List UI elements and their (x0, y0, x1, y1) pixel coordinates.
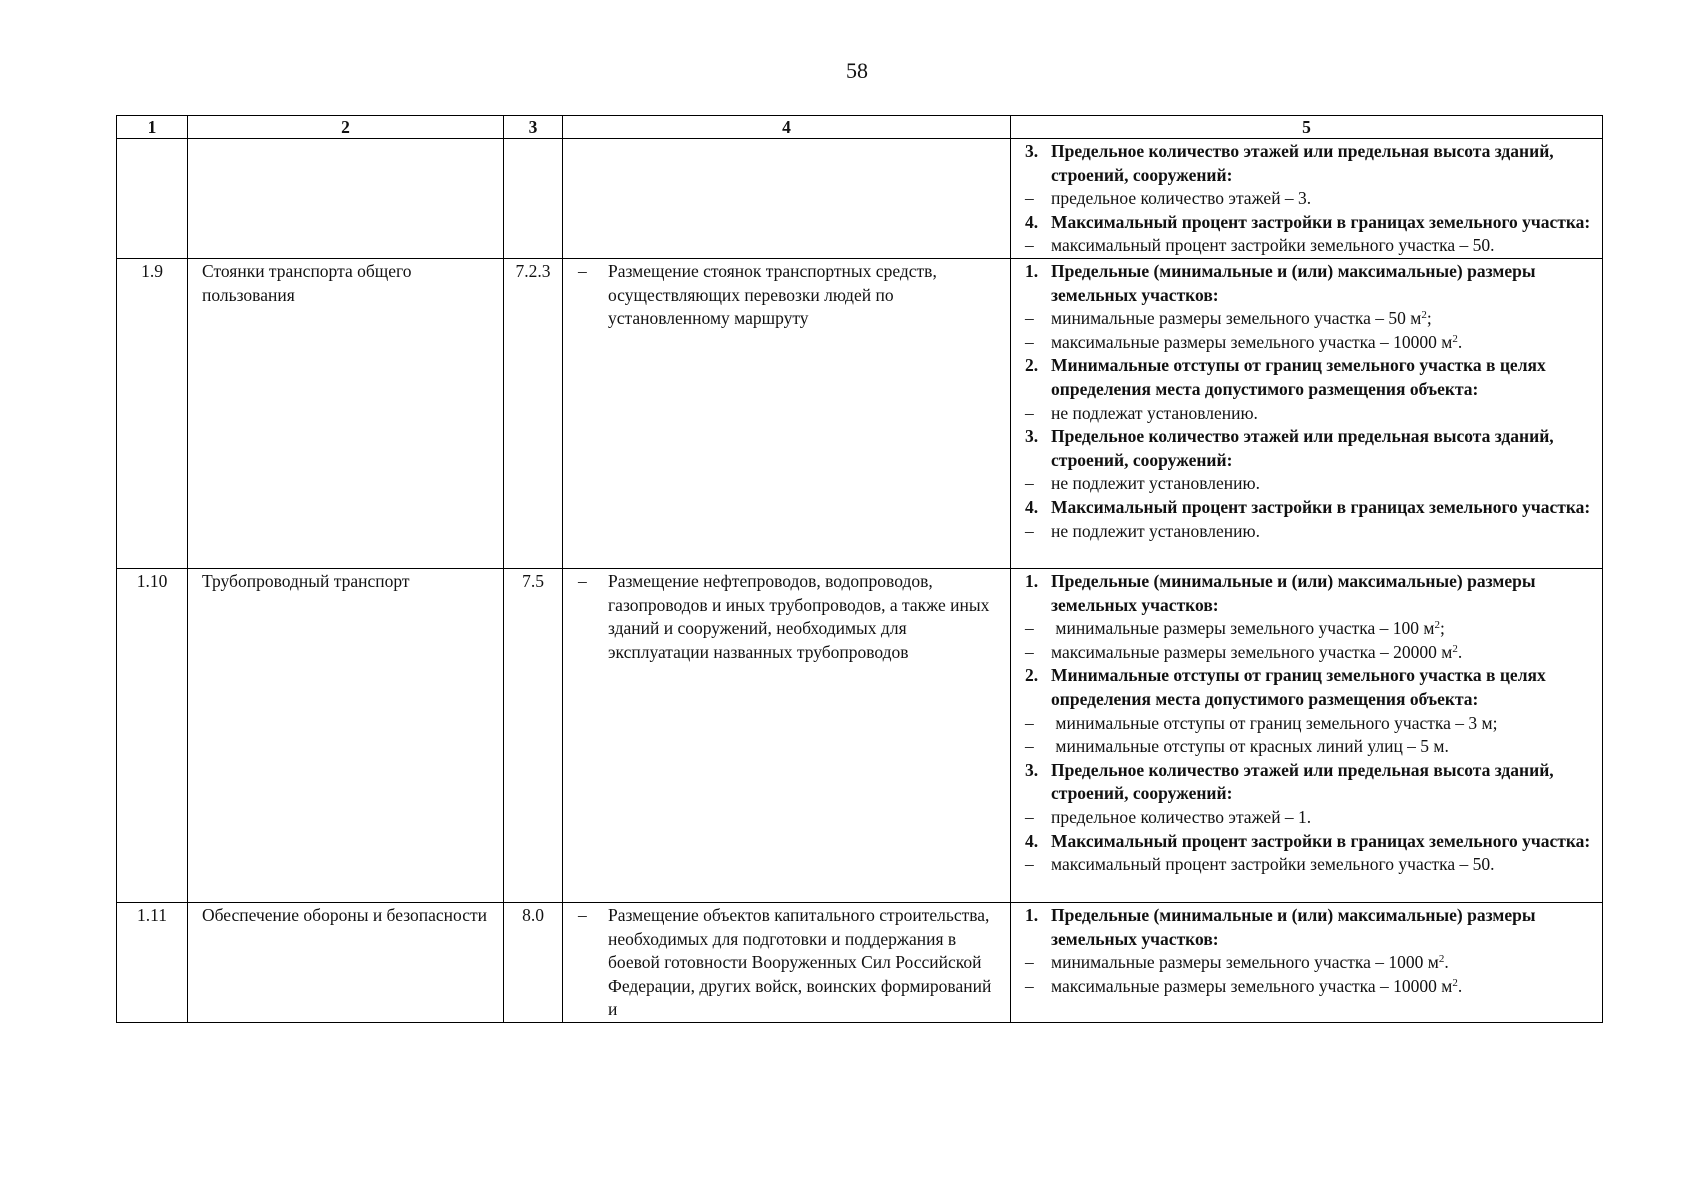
parameter-text: Максимальный процент застройки в границах земельного участка: (1051, 830, 1591, 851)
parameter-text: не подлежат установлению. (1051, 402, 1258, 423)
parameter-number: 3. (1025, 426, 1039, 447)
parameters-cell (1011, 902, 1603, 1022)
table-header-row (117, 116, 1603, 139)
punctuation: . (1457, 331, 1463, 352)
parameter-item (1021, 853, 1596, 877)
punctuation: . (1457, 641, 1463, 662)
parameter-text: максимальные размеры земельного участка – 10000 м (1051, 331, 1453, 352)
table-row-continuation (117, 139, 1603, 259)
parameter-heading (1021, 570, 1596, 617)
list-dash: – (1025, 712, 1034, 733)
column-header: 2 (188, 116, 504, 139)
parameter-text: максимальные размеры земельного участка – 10000 м (1051, 975, 1453, 996)
parameter-text: Минимальные отступы от границ земельного участка в целях определения места допустимого размещения объекта: (1051, 355, 1551, 399)
parameter-heading (1021, 211, 1596, 235)
use-description-cell (563, 568, 1011, 902)
list-dash: – (1025, 952, 1034, 973)
superscript: 2 (1421, 309, 1427, 322)
use-description-cell (563, 258, 1011, 568)
punctuation: . (1457, 975, 1463, 996)
parameter-text: предельное количество этажей – 1. (1051, 806, 1312, 827)
list-dash: – (578, 904, 587, 925)
parameter-number: 4. (1025, 211, 1039, 232)
punctuation: ; (1439, 618, 1445, 639)
list-dash: – (1025, 402, 1034, 423)
use-code-cell: 8.0 (504, 902, 563, 1022)
row-number-cell (117, 139, 188, 259)
punctuation: . (1444, 952, 1449, 973)
column-header: 4 (563, 116, 1011, 139)
list-dash: – (1025, 736, 1034, 757)
parameter-item (1021, 975, 1596, 999)
list-dash: – (1025, 641, 1034, 662)
superscript: 2 (1452, 642, 1458, 655)
parameter-item (1021, 402, 1596, 426)
parameter-text: не подлежит установлению. (1051, 473, 1260, 494)
parameter-number: 3. (1025, 141, 1039, 161)
parameter-number: 1. (1025, 260, 1039, 281)
regulations-table (116, 115, 1603, 1023)
table-row (117, 258, 1603, 568)
column-header: 1 (117, 116, 188, 139)
parameter-item (1021, 617, 1596, 641)
list-dash: – (1025, 308, 1034, 329)
parameter-text: Максимальный процент застройки в границах земельного участка: (1051, 496, 1591, 517)
list-dash: – (1025, 331, 1034, 352)
parameter-item (1021, 806, 1596, 830)
parameter-number: 3. (1025, 759, 1039, 780)
list-dash: – (578, 260, 587, 281)
use-description-cell (563, 139, 1011, 259)
page-number: 58 (846, 58, 868, 83)
parameter-text: максимальные размеры земельного участка – 20000 м (1051, 641, 1453, 662)
parameter-number: 1. (1025, 904, 1039, 925)
list-dash: – (578, 570, 587, 591)
parameter-text: Предельные (минимальные и (или) максимальные) размеры земельных участков: (1051, 904, 1540, 949)
use-description-cell (563, 902, 1011, 1022)
parameter-heading (1021, 904, 1596, 951)
parameter-item (1021, 735, 1596, 759)
parameter-text: Минимальные отступы от границ земельного участка в целях определения места допустимого размещения объекта: (1051, 665, 1551, 709)
parameter-text: минимальные размеры земельного участка – 100 м (1051, 618, 1435, 639)
table-row (117, 902, 1603, 1022)
description-text: Размещение стоянок транспортных средств, осуществляющих перевозки людей по установленному маршруту (608, 260, 937, 329)
use-name-cell (188, 139, 504, 259)
parameter-heading (1021, 496, 1596, 520)
parameter-number: 2. (1025, 665, 1039, 686)
list-dash: – (1025, 806, 1034, 827)
superscript: 2 (1434, 619, 1440, 632)
parameter-text: Предельные (минимальные и (или) максимальные) размеры земельных участков: (1051, 570, 1540, 615)
description-text: Размещение объектов капитального строительства, необходимых для подготовки и поддержания в боевой готовности Вооруженных Сил Российской Федерации, других войск, воинских формирований и (608, 904, 992, 1020)
parameter-number: 4. (1025, 830, 1039, 851)
parameter-text: минимальные размеры земельного участка – 1000 м (1051, 952, 1439, 973)
row-number-cell: 1.10 (117, 568, 188, 902)
parameter-text: Максимальный процент застройки в границах земельного участка: (1051, 211, 1591, 232)
parameter-item (1021, 520, 1596, 544)
parameter-number: 4. (1025, 496, 1039, 517)
parameter-item (1021, 472, 1596, 496)
parameter-heading (1021, 664, 1596, 711)
parameter-text: не подлежит установлению. (1051, 520, 1260, 541)
list-dash: – (1025, 473, 1034, 494)
parameter-heading (1021, 830, 1596, 854)
parameter-text: Предельные (минимальные и (или) максимальные) размеры земельных участков: (1051, 260, 1540, 305)
parameters-cell (1011, 258, 1603, 568)
parameter-text: Предельное количество этажей или предельная высота зданий, строений, сооружений: (1051, 759, 1559, 804)
use-name-cell: Обеспечение обороны и безопасности (188, 902, 504, 1022)
parameter-text: максимальный процент застройки земельного участка – 50. (1051, 854, 1495, 875)
parameter-heading (1021, 425, 1596, 472)
parameter-item (1021, 331, 1596, 355)
parameter-item (1021, 951, 1596, 975)
list-dash: – (1025, 188, 1034, 209)
use-name-cell: Трубопроводный транспорт (188, 568, 504, 902)
description-text: Размещение нефтепроводов, водопроводов, газопроводов и иных трубопроводов, а также иных зданий и сооружений, необходимых для эксплуатации названных трубопроводов (608, 570, 990, 662)
parameter-item (1021, 641, 1596, 665)
parameter-item (1021, 712, 1596, 736)
use-code-cell: 7.2.3 (504, 258, 563, 568)
parameter-number: 2. (1025, 355, 1039, 376)
column-header: 5 (1011, 116, 1603, 139)
parameter-item (1021, 307, 1596, 331)
parameter-text: Предельное количество этажей или предельная высота зданий, строений, сооружений: (1051, 141, 1559, 185)
superscript: 2 (1452, 332, 1458, 345)
parameter-text: минимальные отступы от границ земельного участка – 3 м; (1051, 712, 1498, 733)
superscript: 2 (1438, 953, 1445, 966)
parameters-cell (1011, 568, 1603, 902)
list-dash: – (1025, 520, 1034, 541)
parameter-text: Предельное количество этажей или предельная высота зданий, строений, сооружений: (1051, 426, 1559, 470)
use-code-cell (504, 139, 563, 259)
parameters-cell (1011, 139, 1603, 259)
parameter-heading (1021, 759, 1596, 806)
parameter-number: 1. (1025, 570, 1039, 591)
column-header: 3 (504, 116, 563, 139)
list-dash: – (1025, 975, 1034, 996)
list-dash: – (1025, 618, 1034, 639)
parameter-heading (1021, 260, 1596, 307)
parameter-text: минимальные размеры земельного участка – 50 м (1051, 308, 1422, 329)
use-code-cell: 7.5 (504, 568, 563, 902)
row-number-cell: 1.9 (117, 258, 188, 568)
list-dash: – (1025, 235, 1034, 256)
parameter-heading (1021, 140, 1596, 187)
superscript: 2 (1452, 976, 1458, 989)
parameter-text: минимальные отступы от красных линий улиц – 5 м. (1051, 736, 1449, 757)
parameter-text: максимальный процент застройки земельного участка – 50. (1051, 235, 1495, 256)
parameter-item (1021, 234, 1596, 258)
table-row (117, 568, 1603, 902)
punctuation: ; (1426, 308, 1432, 329)
parameter-item (1021, 187, 1596, 211)
use-name-cell: Стоянки транспорта общего пользования (188, 258, 504, 568)
list-dash: – (1025, 854, 1034, 875)
parameter-heading (1021, 354, 1596, 401)
row-number-cell: 1.11 (117, 902, 188, 1022)
parameter-text: предельное количество этажей – 3. (1051, 188, 1312, 209)
